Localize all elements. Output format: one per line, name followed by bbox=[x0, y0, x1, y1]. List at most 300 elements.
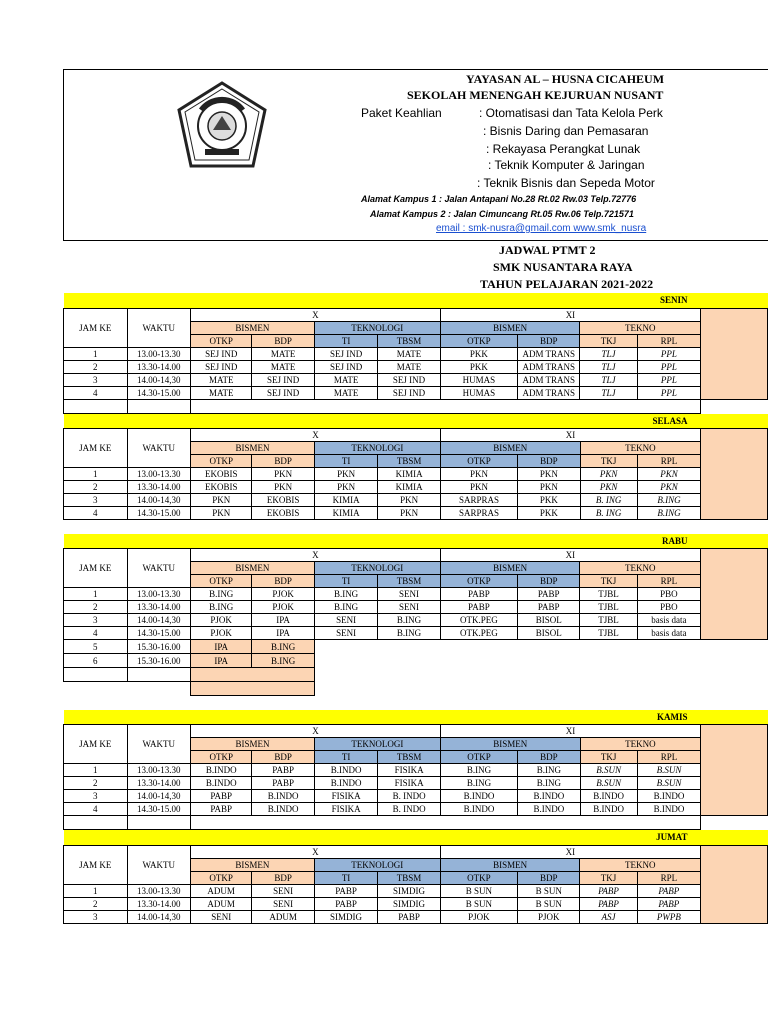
subject-cell: TLJ bbox=[580, 360, 637, 373]
table-row bbox=[64, 494, 768, 507]
subject-cell: PABP bbox=[637, 884, 701, 897]
subject-cell: PABP bbox=[580, 897, 637, 910]
subject-cell: IPA bbox=[252, 627, 314, 640]
waktu-cell: 13.30-14.00 bbox=[127, 481, 191, 494]
program-ti: TI bbox=[314, 575, 378, 588]
jam-ke-cell: 4 bbox=[64, 507, 128, 520]
subject-cell: basis data bbox=[637, 627, 701, 640]
jam-ke-header: JAM KE bbox=[64, 549, 128, 588]
subject-cell: KIMIA bbox=[314, 494, 378, 507]
subject-cell: PKN bbox=[378, 507, 440, 520]
subject-cell: PABP bbox=[314, 884, 378, 897]
waktu-cell: 14.00-14,30 bbox=[127, 790, 191, 803]
subject-cell: B.ING bbox=[314, 588, 378, 601]
subject-cell: B.INDO bbox=[252, 803, 314, 816]
subject-cell: TJBL bbox=[580, 601, 637, 614]
subject-cell: PKK bbox=[440, 360, 517, 373]
grade-x-header: X bbox=[191, 845, 441, 858]
table-row bbox=[64, 373, 768, 386]
subject-cell: PKN bbox=[191, 507, 252, 520]
subject-cell: EKOBIS bbox=[191, 468, 252, 481]
subject-cell: TLJ bbox=[580, 373, 637, 386]
subject-cell: FISIKA bbox=[378, 764, 440, 777]
subject-cell: HUMAS bbox=[440, 386, 517, 399]
subject-cell: PPL bbox=[637, 386, 701, 399]
program-ti: TI bbox=[314, 455, 378, 468]
letterhead bbox=[63, 69, 768, 241]
day-name: JUMAT bbox=[64, 830, 768, 845]
subject-cell: basis data bbox=[637, 614, 701, 627]
subject-cell: IPA bbox=[191, 654, 252, 668]
subject-cell: B.ING bbox=[252, 640, 314, 654]
dept-bismen: BISMEN bbox=[191, 442, 315, 455]
grade-x-header: X bbox=[191, 725, 441, 738]
waktu-cell: 14.00-14,30 bbox=[127, 614, 191, 627]
dept-teknologi: TEKNOLOGI bbox=[314, 321, 440, 334]
blank-cell bbox=[64, 399, 128, 413]
dept-bismen: BISMEN bbox=[191, 562, 315, 575]
table-row bbox=[64, 588, 768, 601]
subject-cell: B.INDO bbox=[314, 764, 378, 777]
program-tbsm: TBSM bbox=[378, 575, 440, 588]
dept-bismen: BISMEN bbox=[440, 738, 580, 751]
waktu-cell: 13.30-14.00 bbox=[127, 601, 191, 614]
subject-cell: TJBL bbox=[580, 588, 637, 601]
table-row bbox=[64, 386, 768, 399]
subject-cell: PABP bbox=[191, 790, 252, 803]
subject-cell: MATE bbox=[191, 386, 252, 399]
paket-label: Paket Keahlian bbox=[361, 106, 442, 120]
program-otkp: OTKP bbox=[440, 455, 517, 468]
subject-cell: ADM TRANS bbox=[518, 360, 580, 373]
grade-x-header: X bbox=[191, 308, 441, 321]
subject-cell: SENI bbox=[314, 614, 378, 627]
table-row bbox=[64, 654, 768, 668]
dept-tekno: TEKNO bbox=[580, 738, 701, 751]
waktu-cell: 14.00-14,30 bbox=[127, 910, 191, 923]
subject-cell: PPL bbox=[637, 360, 701, 373]
subject-cell: B.ING bbox=[637, 507, 701, 520]
jam-ke-cell: 2 bbox=[64, 777, 128, 790]
subject-cell: KIMIA bbox=[378, 468, 440, 481]
jam-ke-header: JAM KE bbox=[64, 429, 128, 468]
blank-cell bbox=[64, 696, 768, 710]
subject-cell: EKOBIS bbox=[252, 494, 314, 507]
subject-cell: TJBL bbox=[580, 627, 637, 640]
jam-ke-cell: 1 bbox=[64, 588, 128, 601]
subject-cell: SEJ IND bbox=[191, 360, 252, 373]
subject-cell: B.INDO bbox=[440, 803, 517, 816]
dept-bismen: BISMEN bbox=[440, 321, 580, 334]
subject-cell: PJOK bbox=[252, 588, 314, 601]
program-tkj: TKJ bbox=[580, 751, 637, 764]
dept-bismen: BISMEN bbox=[440, 562, 580, 575]
subject-cell: PJOK bbox=[518, 910, 580, 923]
subject-cell: B. INDO bbox=[378, 803, 440, 816]
jam-ke-cell: 2 bbox=[64, 360, 128, 373]
day-name: SENIN bbox=[64, 293, 768, 308]
waktu-header: WAKTU bbox=[127, 725, 191, 764]
blank-cell bbox=[64, 668, 128, 682]
subject-cell: MATE bbox=[314, 373, 378, 386]
program-ti: TI bbox=[314, 751, 378, 764]
blank-cell bbox=[701, 816, 768, 830]
subject-cell: PABP bbox=[518, 588, 580, 601]
program-rpl: RPL bbox=[637, 751, 701, 764]
address-campus-2: Alamat Kampus 2 : Jalan Cimuncang Rt.05 Rw.06 Telp.721571 bbox=[370, 209, 634, 219]
subject-cell: IPA bbox=[191, 640, 252, 654]
subject-cell: B.ING bbox=[637, 494, 701, 507]
waktu-header: WAKTU bbox=[127, 308, 191, 347]
subject-cell: HUMAS bbox=[440, 373, 517, 386]
waktu-cell: 13.00-13.30 bbox=[127, 884, 191, 897]
day-table-senin bbox=[63, 293, 768, 414]
grade-xi-header: XI bbox=[440, 549, 700, 562]
table-row bbox=[64, 897, 768, 910]
subject-cell: FISIKA bbox=[314, 790, 378, 803]
waktu-header: WAKTU bbox=[127, 845, 191, 884]
subject-cell: PKN bbox=[314, 468, 378, 481]
subject-cell: PPL bbox=[637, 373, 701, 386]
subject-cell: EKOBIS bbox=[252, 507, 314, 520]
document-titles bbox=[63, 241, 768, 293]
subject-cell: PJOK bbox=[191, 614, 252, 627]
grade-row bbox=[64, 725, 768, 738]
jam-ke-cell: 2 bbox=[64, 481, 128, 494]
program-otkp: OTKP bbox=[191, 751, 252, 764]
subject-cell: B.INDO bbox=[314, 777, 378, 790]
subject-cell: PKN bbox=[518, 481, 580, 494]
subject-cell: SARPRAS bbox=[440, 507, 517, 520]
subject-cell: PKN bbox=[580, 468, 637, 481]
subject-cell: PKN bbox=[580, 481, 637, 494]
blank-cell bbox=[127, 668, 191, 682]
jam-ke-cell: 4 bbox=[64, 386, 128, 399]
grade-xi-header: XI bbox=[440, 845, 700, 858]
blank-cell bbox=[64, 816, 128, 830]
program-tkj: TKJ bbox=[580, 871, 637, 884]
jam-ke-cell: 3 bbox=[64, 494, 128, 507]
program-rpl: RPL bbox=[637, 871, 701, 884]
subject-cell: PKN bbox=[440, 481, 517, 494]
side-fill bbox=[701, 725, 768, 816]
dept-teknologi: TEKNOLOGI bbox=[314, 442, 440, 455]
day-table-rabu bbox=[63, 534, 768, 710]
program-bdp: BDP bbox=[252, 575, 314, 588]
subject-cell: BISOL bbox=[518, 614, 580, 627]
dept-tekno: TEKNO bbox=[580, 442, 701, 455]
jam-ke-cell: 5 bbox=[64, 640, 128, 654]
subject-cell: PKK bbox=[518, 494, 580, 507]
blank-cell bbox=[127, 816, 191, 830]
jam-ke-header: JAM KE bbox=[64, 725, 128, 764]
subject-cell: PKN bbox=[191, 494, 252, 507]
subject-cell: B.INDO bbox=[191, 777, 252, 790]
program-otkp: OTKP bbox=[191, 871, 252, 884]
subject-cell: B.ING bbox=[518, 764, 580, 777]
subject-cell: ASJ bbox=[580, 910, 637, 923]
subject-cell: PBO bbox=[637, 601, 701, 614]
subject-cell: ADUM bbox=[191, 884, 252, 897]
school-name: SEKOLAH MENENGAH KEJURUAN NUSANT bbox=[407, 88, 664, 102]
dept-tekno: TEKNO bbox=[580, 858, 701, 871]
subject-cell: FISIKA bbox=[378, 777, 440, 790]
subject-cell: TLJ bbox=[580, 386, 637, 399]
subject-cell: MATE bbox=[191, 373, 252, 386]
subject-cell: PABP bbox=[378, 910, 440, 923]
program-bdp: BDP bbox=[518, 871, 580, 884]
subject-cell: B. ING bbox=[580, 494, 637, 507]
table-row bbox=[64, 764, 768, 777]
subject-cell: IPA bbox=[252, 614, 314, 627]
subject-cell: B.ING bbox=[378, 614, 440, 627]
subject-cell: SEJ IND bbox=[252, 373, 314, 386]
program-otkp: OTKP bbox=[191, 455, 252, 468]
subject-cell: B.INDO bbox=[518, 790, 580, 803]
subject-cell: ADM TRANS bbox=[518, 386, 580, 399]
jam-ke-cell: 4 bbox=[64, 803, 128, 816]
subject-cell: SIMDIG bbox=[378, 884, 440, 897]
subject-cell: MATE bbox=[378, 347, 440, 360]
waktu-cell: 13.00-13.30 bbox=[127, 588, 191, 601]
program-tkj: TKJ bbox=[580, 334, 637, 347]
program-item: : Teknik Bisnis dan Sepeda Motor bbox=[477, 176, 655, 190]
side-fill bbox=[701, 549, 768, 640]
subject-cell: PJOK bbox=[440, 910, 517, 923]
program-rpl: RPL bbox=[637, 575, 701, 588]
jam-ke-cell: 1 bbox=[64, 347, 128, 360]
program-rpl: RPL bbox=[637, 455, 701, 468]
blank-cell bbox=[191, 816, 701, 830]
day-name: KAMIS bbox=[64, 710, 768, 725]
program-ti: TI bbox=[314, 334, 378, 347]
waktu-cell: 14.00-14,30 bbox=[127, 494, 191, 507]
subject-cell: OTK.PEG bbox=[440, 627, 517, 640]
subject-cell: SEJ IND bbox=[378, 373, 440, 386]
subject-cell: PWPB bbox=[637, 910, 701, 923]
grade-x-header: X bbox=[191, 549, 441, 562]
side-fill bbox=[701, 429, 768, 520]
subject-cell: PKK bbox=[440, 347, 517, 360]
blank-cell bbox=[64, 682, 191, 696]
subject-cell: SENI bbox=[378, 601, 440, 614]
subject-cell: KIMIA bbox=[378, 481, 440, 494]
subject-cell: FISIKA bbox=[314, 803, 378, 816]
subject-cell: ADM TRANS bbox=[518, 347, 580, 360]
subject-cell: SENI bbox=[252, 897, 314, 910]
spacer-row bbox=[64, 399, 768, 413]
subject-cell: MATE bbox=[378, 360, 440, 373]
blank-cell bbox=[701, 399, 768, 413]
grade-x-header: X bbox=[191, 429, 441, 442]
day-header-row bbox=[64, 534, 768, 549]
table-row bbox=[64, 640, 768, 654]
jam-ke-cell: 2 bbox=[64, 897, 128, 910]
table-row bbox=[64, 601, 768, 614]
spacer-row bbox=[64, 696, 768, 710]
program-tbsm: TBSM bbox=[378, 334, 440, 347]
table-row bbox=[64, 468, 768, 481]
subject-cell: PABP bbox=[252, 777, 314, 790]
subject-cell: PKN bbox=[378, 494, 440, 507]
waktu-cell: 14.30-15.00 bbox=[127, 627, 191, 640]
table-row bbox=[64, 668, 768, 682]
dept-bismen: BISMEN bbox=[191, 321, 315, 334]
program-bdp: BDP bbox=[518, 455, 580, 468]
waktu-cell: 14.30-15.00 bbox=[127, 507, 191, 520]
program-bdp: BDP bbox=[518, 334, 580, 347]
dept-bismen: BISMEN bbox=[191, 738, 315, 751]
grade-xi-header: XI bbox=[440, 725, 700, 738]
waktu-cell: 13.00-13.30 bbox=[127, 764, 191, 777]
foundation-name: YAYASAN AL – HUSNA CICAHEUM bbox=[466, 72, 665, 86]
program-bdp: BDP bbox=[252, 455, 314, 468]
table-row bbox=[64, 803, 768, 816]
table-row bbox=[64, 507, 768, 520]
waktu-cell: 15.30-16.00 bbox=[127, 640, 191, 654]
subject-cell: B SUN bbox=[440, 884, 517, 897]
subject-cell: PABP bbox=[314, 897, 378, 910]
subject-cell: PKN bbox=[314, 481, 378, 494]
program-tbsm: TBSM bbox=[378, 871, 440, 884]
program-tbsm: TBSM bbox=[378, 751, 440, 764]
grade-row bbox=[64, 308, 768, 321]
subject-cell: B.INDO bbox=[191, 764, 252, 777]
subject-cell: PJOK bbox=[252, 601, 314, 614]
subject-cell: SEJ IND bbox=[191, 347, 252, 360]
waktu-cell: 13.00-13.30 bbox=[127, 347, 191, 360]
table-row bbox=[64, 360, 768, 373]
grade-xi-header: XI bbox=[440, 308, 700, 321]
subject-cell: BISOL bbox=[518, 627, 580, 640]
table-row bbox=[64, 910, 768, 923]
program-item: : Otomatisasi dan Tata Kelola Perk bbox=[479, 106, 663, 120]
program-tkj: TKJ bbox=[580, 455, 637, 468]
grade-xi-header: XI bbox=[440, 429, 700, 442]
subject-cell: PKN bbox=[440, 468, 517, 481]
blank-cell bbox=[314, 654, 767, 668]
subject-cell: B.SUN bbox=[637, 764, 701, 777]
subject-cell: MATE bbox=[252, 360, 314, 373]
dept-bismen: BISMEN bbox=[440, 858, 580, 871]
program-item: : Teknik Komputer & Jaringan bbox=[488, 158, 645, 172]
subject-cell: B.INDO bbox=[440, 790, 517, 803]
subject-cell: SEJ IND bbox=[252, 386, 314, 399]
address-campus-1: Alamat Kampus 1 : Jalan Antapani No.28 Rt.02 Rw.03 Telp.72776 bbox=[361, 194, 637, 204]
subject-cell: PKN bbox=[518, 468, 580, 481]
day-header-row bbox=[64, 293, 768, 308]
program-item: : Bisnis Daring dan Pemasaran bbox=[483, 124, 649, 138]
grade-row bbox=[64, 549, 768, 562]
dept-tekno: TEKNO bbox=[580, 321, 701, 334]
program-bdp: BDP bbox=[518, 751, 580, 764]
table-row bbox=[64, 682, 768, 696]
program-ti: TI bbox=[314, 871, 378, 884]
jam-ke-cell: 3 bbox=[64, 790, 128, 803]
subject-cell: B.ING bbox=[378, 627, 440, 640]
spacer-row bbox=[64, 816, 768, 830]
subject-cell: ADUM bbox=[252, 910, 314, 923]
subject-cell: SIMDIG bbox=[378, 897, 440, 910]
subject-cell: B.INDO bbox=[580, 790, 637, 803]
waktu-cell: 14.30-15.00 bbox=[127, 803, 191, 816]
subject-cell: SENI bbox=[191, 910, 252, 923]
subject-cell: PBO bbox=[637, 588, 701, 601]
blank-cell bbox=[191, 668, 315, 682]
jam-ke-cell: 2 bbox=[64, 601, 128, 614]
blank-cell bbox=[127, 399, 191, 413]
program-otkp: OTKP bbox=[440, 334, 517, 347]
table-row bbox=[64, 627, 768, 640]
subject-cell: TLJ bbox=[580, 347, 637, 360]
blank-cell bbox=[314, 668, 767, 682]
waktu-cell: 13.30-14.00 bbox=[127, 897, 191, 910]
subject-cell: PPL bbox=[637, 347, 701, 360]
jam-ke-cell: 3 bbox=[64, 614, 128, 627]
dept-teknologi: TEKNOLOGI bbox=[314, 562, 440, 575]
subject-cell: B SUN bbox=[518, 897, 580, 910]
jam-ke-header: JAM KE bbox=[64, 308, 128, 347]
waktu-cell: 15.30-16.00 bbox=[127, 654, 191, 668]
subject-cell: ADUM bbox=[191, 897, 252, 910]
school-logo-icon bbox=[175, 80, 270, 170]
dept-bismen: BISMEN bbox=[440, 442, 580, 455]
title-line: JADWAL PTMT 2 bbox=[499, 243, 596, 257]
subject-cell: PKN bbox=[252, 481, 314, 494]
day-name: RABU bbox=[64, 534, 768, 549]
subject-cell: SIMDIG bbox=[314, 910, 378, 923]
subject-cell: B.ING bbox=[518, 777, 580, 790]
schedule-tables bbox=[63, 293, 768, 924]
email-link[interactable]: email : smk-nusra@gmail.com www.smk_nusra bbox=[436, 223, 647, 234]
program-otkp: OTKP bbox=[191, 575, 252, 588]
table-row bbox=[64, 790, 768, 803]
subject-cell: B.INDO bbox=[580, 803, 637, 816]
program-rpl: RPL bbox=[637, 334, 701, 347]
day-name: SELASA bbox=[64, 414, 768, 429]
title-line: TAHUN PELAJARAN 2021-2022 bbox=[480, 277, 654, 291]
program-bdp: BDP bbox=[518, 575, 580, 588]
waktu-cell: 13.30-14.00 bbox=[127, 360, 191, 373]
subject-cell: PABP bbox=[252, 764, 314, 777]
program-otkp: OTKP bbox=[440, 871, 517, 884]
subject-cell: PABP bbox=[440, 601, 517, 614]
schedule-sheet bbox=[63, 69, 768, 955]
subject-cell: B.ING bbox=[191, 601, 252, 614]
blank-cell bbox=[314, 640, 767, 654]
subject-cell: B.INDO bbox=[637, 803, 701, 816]
table-row bbox=[64, 347, 768, 360]
subject-cell: EKOBIS bbox=[191, 481, 252, 494]
blank-cell bbox=[191, 399, 701, 413]
subject-cell: SEJ IND bbox=[314, 360, 378, 373]
jam-ke-cell: 1 bbox=[64, 884, 128, 897]
subject-cell: SENI bbox=[252, 884, 314, 897]
subject-cell: SEJ IND bbox=[378, 386, 440, 399]
program-otkp: OTKP bbox=[440, 575, 517, 588]
waktu-header: WAKTU bbox=[127, 429, 191, 468]
blank-cell bbox=[314, 682, 767, 696]
program-item: : Rekayasa Perangkat Lunak bbox=[486, 142, 641, 156]
program-otkp: OTKP bbox=[440, 751, 517, 764]
subject-cell: MATE bbox=[314, 386, 378, 399]
waktu-cell: 14.00-14,30 bbox=[127, 373, 191, 386]
jam-ke-cell: 6 bbox=[64, 654, 128, 668]
subject-cell: B. INDO bbox=[378, 790, 440, 803]
waktu-cell: 14.30-15.00 bbox=[127, 386, 191, 399]
day-header-row bbox=[64, 414, 768, 429]
dept-tekno: TEKNO bbox=[580, 562, 701, 575]
